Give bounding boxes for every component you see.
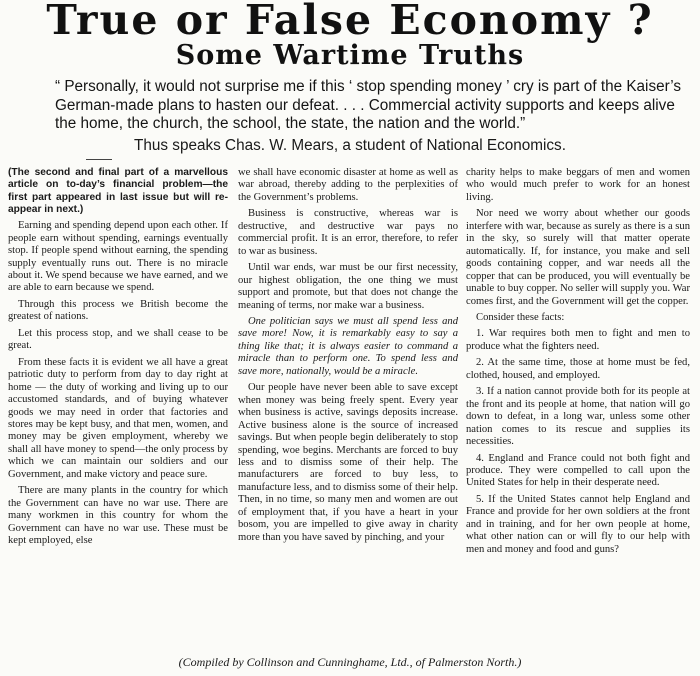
- paragraph: charity helps to make beggars of men and women who would much prefer to work for an honest living.: [466, 167, 690, 203]
- intro-note: (The second and final part of a marvellous article on to-day’s financial problem—the first part appeared in last issue but will re-appear in next.): [8, 167, 228, 215]
- paragraph: Business is constructive, whereas war is destructive, and destructive war pays no commercial profit. It is an error, therefore, to refer to war as business.: [238, 208, 458, 257]
- paragraph: we shall have economic disaster at home as well as war abroad, thereby adding to the perplexities of the Government’s problems.: [238, 167, 458, 203]
- pull-quote: “ Personally, it would not surprise me if this ‘ stop spending money ’ cry is part of the Kaiser’s German-made plans to hasten our defeat. . . . Commercial activity supports and keeps alive the home, the church, the school, the state, the nation and the world.”: [55, 78, 682, 132]
- paragraph: Consider these facts:: [476, 311, 565, 323]
- attribution: Thus speaks Chas. W. Mears, a student of National Economics.: [134, 137, 566, 154]
- paragraph: 4. England and France could not both fight and produce. They were compelled to call upon the United States for help in their desperate need.: [466, 452, 690, 489]
- paragraph: Through this process we British become the greatest of nations.: [8, 298, 228, 323]
- paragraph: 1. War requires both men to fight and men to produce what the fighters need.: [466, 328, 690, 352]
- paragraph: Until war ends, war must be our first necessity, our highest obligation, the one thing we must support and promote, but that does not change the meaning of terms, nor make war a business.: [238, 262, 458, 311]
- column-1: [8, 167, 228, 651]
- paragraph: 5. If the United States cannot help England and France and provide for her own soldiers at the front and in training, and for her own people at home, what other nation can or will fly to our help with men and money and food and guns?: [466, 493, 690, 555]
- paragraph: Our people have never been able to save except when money was being freely spent. Every year when business is active, savings deposits increase. Active business alone is the source of increased savings. But when people begin deliberately to stop spending, woe begins. Merchants are forced to buy less and to dismiss some of their help. The manufacturers are forced to buy less, to manufacture less, and to dismiss some of their help. Then, in no time, so many men and women are out of employment that, if you have a heart in your bosom, you are impelled to give away in charity more than you have saved by pinching, and your: [238, 382, 458, 543]
- column-2: [238, 167, 458, 651]
- paragraph: 2. At the same time, those at home must be fed, clothed, housed, and employed.: [466, 357, 690, 381]
- paragraph: There are many plants in the country for which the Government can have no war use. There are many workmen in this country for whom the Government can have no war use. These must be kept employed, else: [8, 485, 228, 547]
- headline: True or False Economy ?: [46, 0, 654, 44]
- paragraph: Nor need we worry about whether our goods interfere with war, because as surely as there is a sun in the sky, so surely will that matter operate automatically. If, for instance, you make and sell goods containing copper, and war needs all the copper that can be produced, you will eventually be unable to buy copper. No seller will supply you. War comes first, and the Government will get the copper.: [466, 208, 690, 307]
- subheadline: Some Wartime Truths: [175, 40, 525, 71]
- header-rule: [86, 159, 112, 160]
- paragraph: 3. If a nation cannot provide both for its people at the front and its people at home, that nation will go down to defeat, in a long war, unless some other nation comes to its rescue and supplies its necessities.: [466, 386, 690, 448]
- paragraph: Earning and spending depend upon each other. If people earn without spending, earnings eventually stop. If people spend without earning, the spending supply eventually runs out. There is no miracle about it. We spend because we have earned, and we are able to earn because we spend.: [8, 220, 228, 294]
- paragraph: From these facts it is evident we all have a great patriotic duty to perform from day to day right at home — the duty of working and living up to our accustomed standards, and of buying whatever goods we may need in order that factories and stores may be kept busy, and that men, women, and money may be given employment, whereby we shall all have money to spend—the only process by which we can maintain our soldiers and our Government, and make victory and peace sure.: [8, 356, 228, 480]
- footer-credit: (Compiled by Collinson and Cunninghame, Ltd., of Palmerston North.): [178, 655, 522, 669]
- column-3: [466, 167, 690, 651]
- paragraph: One politician says we must all spend less and save more! Now, it is remarkably easy to say a thing like that; it is always easier to command a miracle than to perform one. To spend less and save more, nationally, would be a miracle.: [238, 315, 458, 377]
- paragraph: Let this process stop, and we shall cease to be great.: [8, 327, 228, 352]
